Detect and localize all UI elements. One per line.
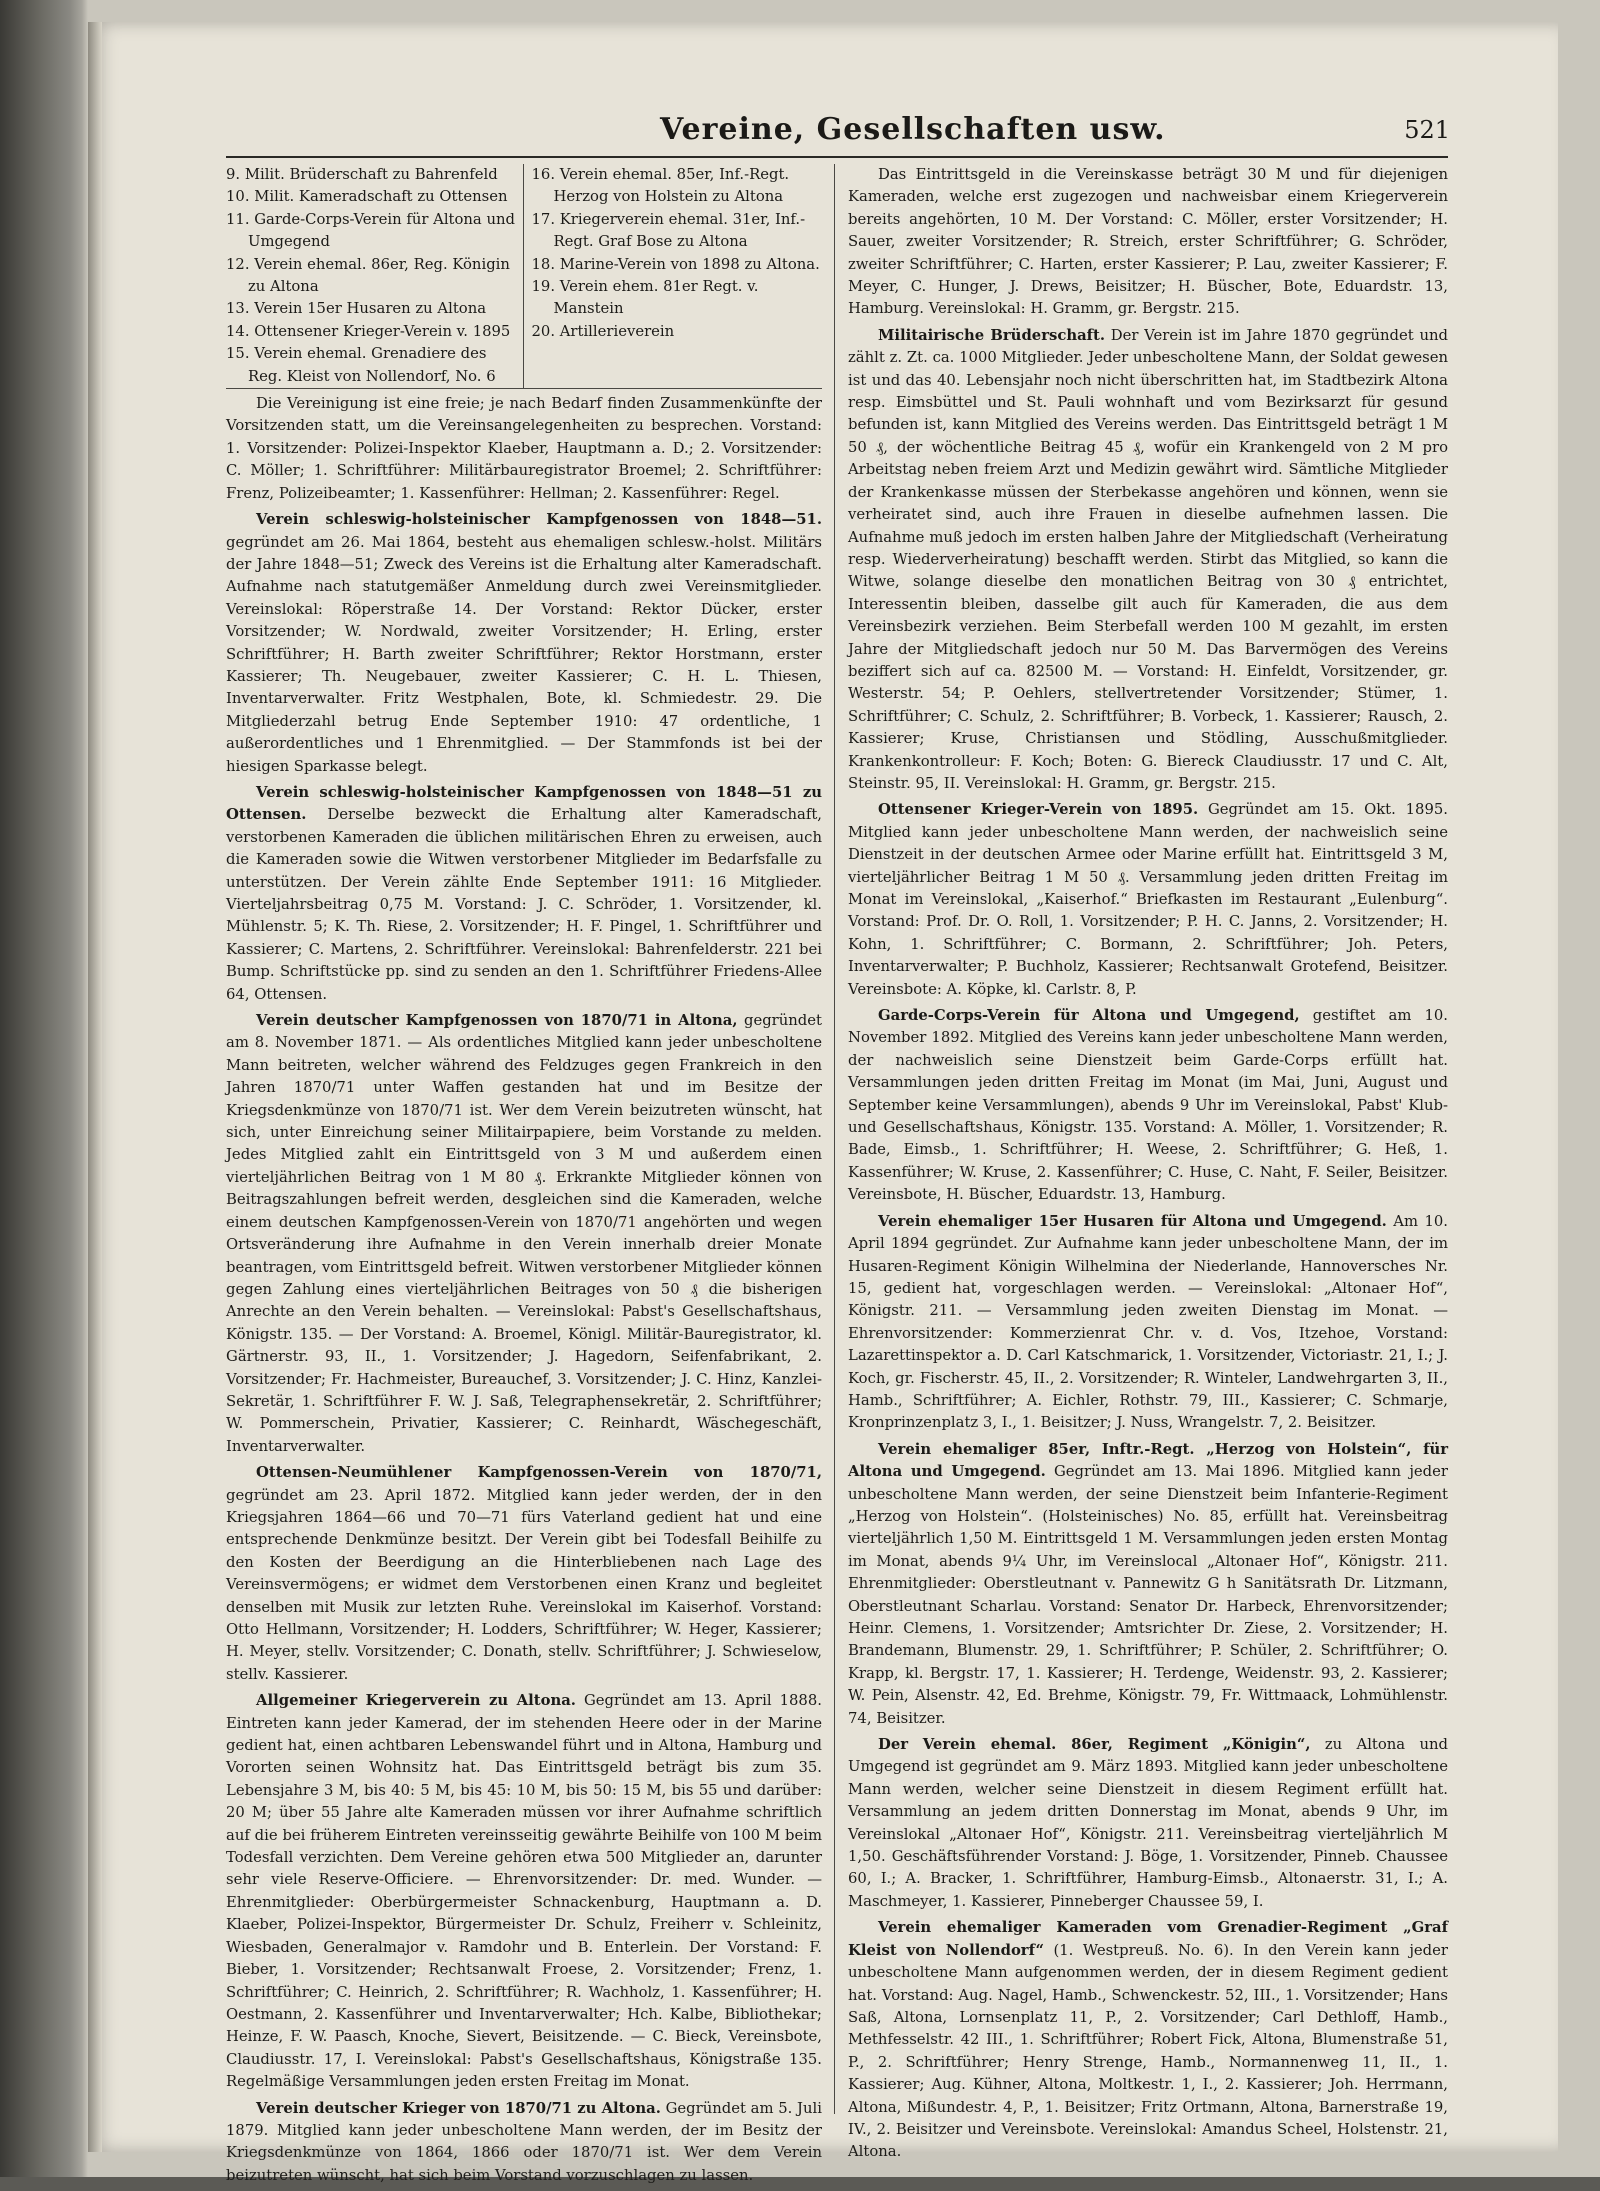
right-column (848, 164, 1448, 2168)
association-description: gegründet am 23. April 1872. Mitglied kann jeder werden, der in den Kriegsjahren 1864—66 und 70—71 fürs Vaterland gedient hat und eine entsprechende Denkmünze besitzt. Der Verein gibt bei Todesfall Beihilfe zu den Kosten der Beerdigung an die Hinterbliebenen nach Lage des Vereinsvermögens; er widmet dem Verstorbenen einen Kranz und begleitet denselben mit Musik zur letzten Ruhe. Vereinslokal im Kaiserhof. Vorstand: Otto Hellmann, Vorsitzender; H. Lodders, Schriftführer; W. Heger, Kassierer; H. Meyer, stellv. Vorsitzender; C. Donath, stellv. Schriftführer; J. Schwieselow, stellv. Kassierer. (226, 1486, 822, 1683)
left-column (226, 164, 822, 2191)
association-list-item: 18. Marine-Verein von 1898 zu Altona. (531, 255, 820, 273)
association-entry (848, 1917, 1448, 2163)
association-list-item: 13. Verein 15er Husaren zu Altona (226, 300, 487, 318)
association-name: Verein schleswig-holsteinischer Kampfgenossen von 1848—51. (256, 511, 822, 529)
association-description: Die Vereinigung ist eine freie; je nach Bedarf finden Zusammenkünfte der Vorsitzenden statt, um die Vereinsangelegenheiten zu besprechen. Vorstand: 1. Vorsitzender: Polizei-Inspektor Klaeber, Hauptmann a. D.; 2. Vorsitzender: C. Möller; 1. Schriftführer: Militärbauregistrator Broemel; 2. Schriftführer: Frenz, Polizeibeamter; 1. Kassenführer: Hellman; 2. Kassenführer: Regel. (226, 395, 822, 502)
association-name: Ottensener Krieger-Verein von 1895. (878, 801, 1199, 819)
association-entry (226, 1462, 822, 1686)
association-entry (848, 1211, 1448, 1435)
association-description: (1. Westpreuß. No. 6). In den Verein kann jeder unbescholtene Mann aufgenommen werden, der in diesem Regiment gedient hat. Vorstand: Aug. Nagel, Hamb., Schwenckestr. 52, III., 1. Vorsitzender; Hans Saß, Altona, Lornsenplatz 11, P., 2. Vorsitzender; Carl Dethloff, Hamb., Methfesselstr. 42 III., 1. Schriftführer; Robert Fick, Altona, Blumenstraße 51, P., 2. Schriftführer; Henry Strenge, Hamb., Normannenweg 11, II., 1. Kassierer; Aug. Kühner, Altona, Moltkestr. 1, I., 2. Kassierer; Joh. Herrmann, Altona, Mißundestr. 4, P., 1. Beisitzer; Fritz Ortmann, Altona, Barnerstraße 19, IV., 2. Beisitzer und Vereinsbote. Vereinslokal: Amandus Scheel, Holstenstr. 21, Altona. (848, 1941, 1448, 2161)
association-list-item: 9. Milit. Brüderschaft zu Bahrenfeld (226, 166, 498, 183)
association-description: Gegründet am 13. Mai 1896. Mitglied kann jeder unbescholtene Mann werden, der seine Dienstzeit beim Infanterie-Regiment „Herzog von Holstein“. (Holsteinisches) No. 85, erfüllt hat. Vereinsbeitrag vierteljährlich 1,50 M. Eintrittsgeld 1 M. Versammlungen jeden ersten Montag im Monat, abends 9¼ Uhr, im Vereinslocal „Altonaer Hof“, Königstr. 211. Ehrenmitglieder: Oberstleutnant v. Pannewitz G h Sanitätsrath Dr. Litzmann, Oberstleutnant Scharlau. Vorstand: Senator Dr. Harbeck, Ehrenvorsitzender; Heinr. Clemens, 1. Vorsitzender; Amtsrichter Dr. Ziese, 2. Vorsitzender; H. Brandemann, Blumenstr. 29, 1. Schriftführer; P. Schüler, 2. Schriftführer; O. Krapp, kl. Bergstr. 17, 1. Kassierer; H. Terdenge, Weidenstr. 93, 2. Kassierer; W. Pein, Alsenstr. 42, Ed. Brehme, Königstr. 79, Fr. Wittmaack, Lohmühlenstr. 74, Beisitzer. (848, 1463, 1448, 1727)
association-entry (848, 799, 1448, 1001)
association-entry (226, 2098, 822, 2188)
association-description: gegründet am 8. November 1871. — Als ordentliches Mitglied kann jeder unbescholtene Mann beitreten, welcher während des Feldzuges gegen Frankreich in den Jahren 1870/71 unter Waffen gestanden hat und im Besitze der Kriegsdenkmünze von 1870/71 ist. Wer dem Verein beizutreten wünscht, hat sich, unter Einreichung seiner Militairpapiere, beim Vorstande zu melden. Jedes Mitglied zahlt ein Eintrittsgeld von 3 M und außerdem einen vierteljährlichen Beitrag von 1 M 80 ₰. Erkrankte Mitglieder können von Beitragszahlungen befreit werden, desgleichen sind die Kameraden, welche einem deutschen Kampfgenossen-Verein von 1870/71 angehörten und wegen Ortsveränderung ihre Aufnahme in den Verein innerhalb dreier Monate beantragen, vom Eintrittsgeld befreit. Witwen verstorbener Mitglieder können gegen Zahlung eines vierteljährlichen Beitrages von 50 ₰ die bisherigen Anrechte an den Verein behalten. — Vereinslokal: Pabst's Gesellschaftshaus, Königstr. 135. — Der Vorstand: A. Broemel, Königl. Militär-Bauregistrator, kl. Gärtnerstr. 93, II., 1. Vorsitzender; J. Hagedorn, Seifenfabrikant, 2. Vorsitzender; Fr. Hachmeister, Bureauchef, 3. Vorsitzender; J. C. Hinz, Kanzlei-Sekretär, 1. Schriftführer F. W. J. Saß, Telegraphensekretär, 2. Schriftführer; W. Pommerschein, Privatier, Kassierer; C. Reinhardt, Wäschegeschäft, Inventarverwalter. (226, 1012, 822, 1455)
association-entry (848, 325, 1448, 796)
association-list-column-right (524, 164, 823, 388)
association-list-item: 10. Milit. Kameradschaft zu Ottensen (226, 188, 508, 206)
association-name: Garde-Corps-Verein für Altona und Umgegend, (878, 1007, 1300, 1025)
association-description: Derselbe bezweckt die Erhaltung alter Kameradschaft, verstorbenen Kameraden die üblichen militärischen Ehren zu erweisen, auch die Kameraden sowie die Witwen verstorbener Mitglieder im Bedarfsfalle zu unterstützen. Der Verein zählte Ende September 1911: 16 Mitglieder. Vierteljahrsbeitrag 0,75 M. Vorstand: J. C. Schröder, 1. Vorsitzender, kl. Mühlenstr. 5; K. Th. Riese, 2. Vorsitzender; H. F. Pingel, 1. Schriftführer und Kassierer; C. Martens, 2. Schriftführer. Vereinslokal: Bahrenfelderstr. 221 bei Bump. Schriftstücke pp. sind zu senden an den 1. Schriftführer Friedens-Allee 64, Ottensen. (226, 806, 822, 1003)
header-rule (226, 156, 1448, 158)
association-name: Verein deutscher Krieger von 1870/71 zu Altona. (256, 2099, 661, 2117)
association-description: zu Altona und Umgegend ist gegründet am 9. März 1893. Mitglied kann jeder unbescholtene Mann werden, welcher seine Dienstzeit in diesem Regiment erfüllt hat. Versammlung an jedem dritten Donnerstag im Monat, abends 9 Uhr, im Vereinslokal „Altonaer Hof“, Königstr. 211. Vereinsbeitrag vierteljährlich M 1,50. Geschäftsführender Vorstand: J. Böge, 1. Vorsitzender, Pinneb. Chaussee 60, I.; A. Bracker, 1. Schriftführer, Hamburg-Eimsb., Altonaerstr. 31, I.; A. Maschmeyer, 1. Kassierer, Pinneberger Chaussee 59, I. (848, 1736, 1448, 1910)
association-list-item: 12. Verein ehemal. 86er, Reg. Königin zu Altona (226, 255, 510, 296)
page-number: 521 (1404, 116, 1450, 144)
association-list-item: 16. Verein ehemal. 85er, Inf.-Regt. Herzog von Holstein zu Altona (531, 166, 790, 206)
association-entry (226, 782, 822, 1006)
association-name: Der Verein ehemal. 86er, Regiment „Königin“, (878, 1736, 1311, 1754)
association-list-column-left (226, 164, 524, 388)
association-name: Verein schleswig-holsteinischer Kampfgenossen von 1848—51 zu Ottensen. (226, 783, 822, 824)
association-entry (226, 1690, 822, 2093)
association-name: Ottensen-Neumühlener Kampfgenossen-Verein von 1870/71, (256, 1464, 822, 1482)
page-gutter (88, 22, 102, 2152)
association-list-item: 14. Ottensener Krieger-Verein v. 1895 (226, 322, 511, 340)
association-list-item: 19. Verein ehem. 81er Regt. v. Manstein (531, 278, 759, 318)
association-entry (226, 509, 822, 778)
association-description: Am 10. April 1894 gegründet. Zur Aufnahme kann jeder unbescholtene Mann, der im Husaren-Regiment Königin Wilhelmina der Niederlande, Hannoversches Nr. 15, gedient hat, vorgeschlagen werden. — Vereinslokal: „Altonaer Hof“, Königstr. 211. — Versammlung jeden zweiten Dienstag im Monat. — Ehrenvorsitzender: Kommerzienrat Chr. v. d. Vos, Itzehoe, Vorstand: Lazarettinspektor a. D. Carl Katschmarick, 1. Vorsitzender, Victoriastr. 21, I.; J. Koch, gr. Fischerstr. 45, II., 2. Vorsitzender; R. Winteler, Landwehrgarten 3, II., Hamb., Schriftführer; A. Eichler, Rothstr. 79, III., Kassierer; C. Schmarje, Kronprinzenplatz 3, I., 1. Beisitzer; J. Nuss, Wrangelstr. 7, 2. Beisitzer. (848, 1212, 1448, 1432)
association-name: Verein ehemaliger Kameraden vom Grenadier-Regiment „Graf Kleist von Nollendorf“ (848, 1919, 1448, 1959)
association-list-item: 11. Garde-Corps-Verein für Altona und Umgegend (226, 210, 515, 251)
association-description: gestiftet am 10. November 1892. Mitglied des Vereins kann jeder unbescholtene Mann werden, der nachweislich seine Dienstzeit beim Garde-Corps erfüllt hat. Versammlungen jeden dritten Freitag im Monat (im Mai, Juni, August und September keine Versammlungen), abends 9 Uhr im Vereinslokal, Pabst' Klub- und Gesellschaftshaus, Königstr. 135. Vorstand: A. Möller, 1. Vorsitzender; R. Bade, Eimsb., 1. Schriftführer; H. Weese, 2. Schriftführer; G. Heß, 1. Kassenführer; W. Kruse, 2. Kassenführer; C. Huse, C. Naht, F. Seiler, Beisitzer. Vereinsbote, H. Büscher, Eduardstr. 13, Hamburg. (848, 1007, 1449, 1204)
association-description: gegründet am 26. Mai 1864, besteht aus ehemaligen schlesw.-holst. Militärs der Jahre 1848—51; Zweck des Vereins ist die Erhaltung alter Kameradschaft. Aufnahme nach statutgemäßer Anmeldung durch zwei Vereinsmitglieder. Vereinslokal: Röperstraße 14. Der Vorstand: Rektor Dücker, erster Vorsitzender; W. Nordwald, zweiter Vorsitzender; H. Erling, erster Schriftführer; H. Barth zweiter Schriftführer; Rektor Horstmann, erster Kassierer; Th. Neugebauer, zweiter Kassierer; C. H. L. Thiesen, Inventarverwalter. Fritz Westphalen, Bote, kl. Schmiedestr. 29. Die Mitgliederzahl betrug Ende September 1910: 47 ordentliche, 1 außerordentliches und 1 Ehrenmitglied. — Der Stammfonds ist bei der hiesigen Sparkasse belegt. (226, 533, 822, 775)
association-description: Gegründet am 15. Okt. 1895. Mitglied kann jeder unbescholtene Mann werden, der nachweislich seine Dienstzeit in der deutschen Armee oder Marine erfüllt hat. Eintrittsgeld 3 M, vierteljährlicher Beitrag 1 M 50 ₰. Versammlung jeden dritten Freitag im Monat im Vereinslokal, „Kaiserhof.“ Briefkasten im Restaurant „Eulenburg“. Vorstand: Prof. Dr. O. Roll, 1. Vorsitzender; P. H. C. Janns, 2. Vorsitzender; H. Kohn, 1. Schriftführer; C. Bormann, 2. Schriftführer; Joh. Peters, Inventarverwalter; P. Buchholz, Kassierer; Rechtsanwalt Grotefend, Beisitzer. Vereinsbote: A. Köpke, kl. Carlstr. 8, P. (848, 801, 1448, 998)
association-entry (848, 164, 1448, 321)
association-entry (226, 393, 822, 505)
association-list-item: 15. Verein ehemal. Grenadiere des Reg. Kleist von Nollendorf, No. 6 (226, 345, 496, 385)
association-list-item: 20. Artillerieverein (531, 322, 675, 340)
association-entry (848, 1734, 1448, 1913)
association-list-item: 17. Kriegerverein ehemal. 31er, Inf.-Regt. Graf Bose zu Altona (531, 210, 806, 251)
column-divider (834, 164, 835, 2114)
association-name: Verein ehemaliger 15er Husaren für Altona und Umgegend. (878, 1212, 1387, 1230)
association-description: Der Verein ist im Jahre 1870 gegründet und zählt z. Zt. ca. 1000 Mitglieder. Jeder unbescholtene Mann, der Soldat gewesen ist und das 40. Lebensjahr noch nicht überschritten hat, im Stadtbezirk Altona resp. Eimsbüttel und St. Pauli wohnhaft und vom Bezirksarzt für gesund befunden ist, kann Mitglied des Vereins werden. Das Eintrittsgeld beträgt 1 M 50 ₰, der wöchentliche Beitrag 45 ₰, wofür ein Krankengeld von 2 M pro Arbeitstag neben freiem Arzt und Medizin gewährt wird. Sämtliche Mitglieder der Krankenkasse müssen der Sterbekasse angehören und können, wenn sie verheiratet sind, auch ihre Frauen in dieselbe aufnehmen lassen. Die Aufnahme muß jedoch im ersten halben Jahre der Mitgliedschaft (Verheiratung resp. Wiederverheiratung) beschafft werden. Stirbt das Mitglied, so kann die Witwe, solange dieselbe den monatlichen Beitrag von 30 ₰ entrichtet, Interessentin bleiben, dasselbe gilt auch für Kameraden, die aus dem Vereinsbezirk verziehen. Beim Sterbefall werden 100 M gezahlt, im ersten Jahre der Mitgliedschaft jedoch nur 50 M. Das Barvermögen des Vereins beziffert sich auf ca. 82500 M. — Vorstand: H. Einfeldt, Vorsitzender, gr. Westerstr. 54; P. Oehlers, stellvertretender Vorsitzender; Stümer, 1. Schriftführer; C. Schulz, 2. Schriftführer; B. Vorbeck, 1. Kassierer; Rausch, 2. Kassierer; Kruse, Christiansen und Stödling, Ausschußmitglieder. Krankenkontrolleur: F. Koch; Boten: G. Biereck Claudiusstr. 17 und C. Alt, Steinstr. 95, II. Vereinslokal: H. Gramm, gr. Bergstr. 215. (848, 326, 1448, 792)
association-name: Verein deutscher Kampfgenossen von 1870/71 in Altona, (256, 1012, 738, 1030)
association-entry (848, 1005, 1448, 1207)
association-entry (226, 1010, 822, 1458)
association-list (226, 164, 822, 389)
association-description: Das Eintrittsgeld in die Vereinskasse beträgt 30 M und für diejenigen Kameraden, welche erst zugezogen und nachweisbar einem Kriegerverein bereits angehörten, 10 M. Der Vorstand: C. Möller, erster Vorsitzender; H. Sauer, zweiter Vorsitzender; R. Streich, erster Schriftführer; G. Schröder, zweiter Schriftführer; C. Harten, erster Kassierer; P. Lau, zweiter Kassierer; F. Meyer, C. Hunger, J. Drews, Beisitzer; H. Büscher, Bote, Eduardstr. 13, Hamburg. Vereinslokal: H. Gramm, gr. Bergstr. 215. (848, 166, 1448, 318)
page-header (660, 112, 1450, 152)
association-name: Verein ehemaliger 85er, Inftr.-Regt. „Herzog von Holstein“, für Altona und Umgegend. (848, 1440, 1448, 1481)
association-name: Allgemeiner Kriegerverein zu Altona. (256, 1692, 576, 1710)
left-entries (226, 393, 822, 2187)
association-name: Militairische Brüderschaft. (878, 326, 1106, 344)
association-description: Gegründet am 13. April 1888. Eintreten kann jeder Kamerad, der im stehenden Heere oder in der Marine gedient hat, einen achtbaren Lebenswandel führt und in Altona, Hamburg und Vororten seinen Wohnsitz hat. Das Eintrittsgeld beträgt bis zum 35. Lebensjahre 3 M, bis 40: 5 M, bis 45: 10 M, bis 50: 15 M, bis 55 und darüber: 20 M; über 55 Jahre alte Kameraden müssen vor ihrer Aufnahme schriftlich auf die bei früherem Eintreten vereinsseitig gewährte Beihilfe von 100 M beim Todesfall verzichten. Dem Vereine gehören etwa 500 Mitglieder an, darunter sehr viele Reserve-Officiere. — Ehrenvorsitzender: Dr. med. Wunder. — Ehrenmitglieder: Oberbürgermeister Schnackenburg, Hauptmann a. D. Klaeber, Polizei-Inspektor, Bürgermeister Dr. Schulz, Freiherr v. Schleinitz, Wiesbaden, Generalmajor v. Ramdohr und B. Enterlein. Der Vorstand: F. Bieber, 1. Vorsitzender; Rechtsanwalt Froese, 2. Vorsitzender; Frenz, 1. Schriftführer; C. Heinrich, 2. Schriftführer; R. Wachholz, 1. Kassenführer; H. Oestmann, 2. Kassenführer und Inventarverwalter; Hch. Kalbe, Bibliothekar; Heinze, F. W. Paasch, Knoche, Sievert, Beisitzende. — C. Bieck, Vereinsbote, Claudiusstr. 17, I. Vereinslokal: Pabst's Gesellschaftshaus, Königstraße 135. Regelmäßige Versammlungen jeden ersten Freitag im Monat. (226, 1692, 822, 2091)
running-title: Vereine, Gesellschaften usw. (660, 112, 1166, 147)
association-description: Gegründet am 5. Juli 1879. Mitglied kann jeder unbescholtene Mann werden, der im Besitz der Kriegsdenkmünze von 1864, 1866 oder 1870/71 ist. Wer dem Verein beizutreten wünscht, hat sich beim Vorstand vorzuschlagen zu lassen. (226, 2099, 822, 2184)
right-entries (848, 164, 1448, 2164)
association-entry (848, 1439, 1448, 1730)
